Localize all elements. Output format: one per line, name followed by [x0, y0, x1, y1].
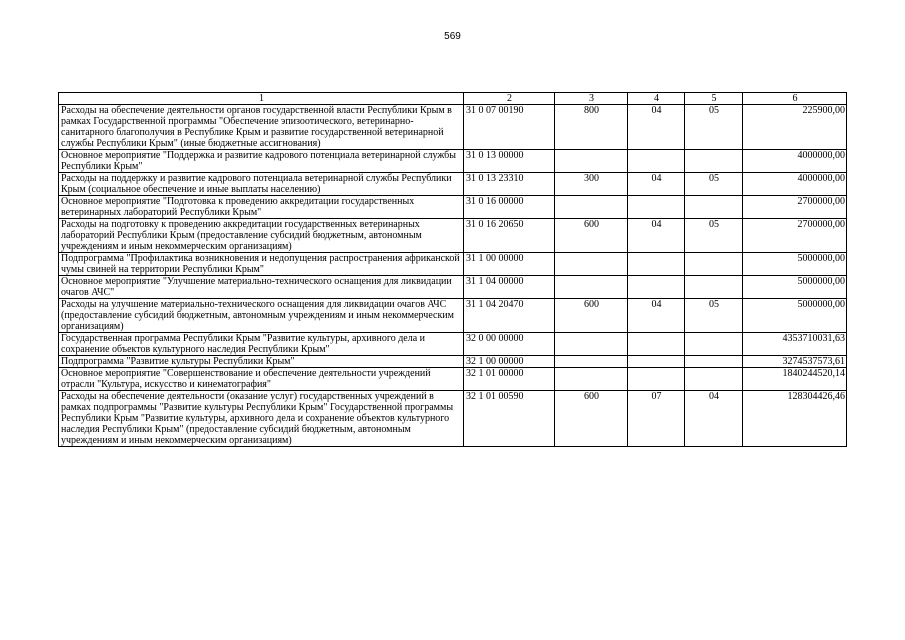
- row-code: 31 0 16 00000: [464, 196, 555, 219]
- row-rz: [628, 356, 685, 368]
- row-sum: 128304426,46: [743, 391, 847, 447]
- row-rz: [628, 196, 685, 219]
- row-sum: 1840244520,14: [743, 368, 847, 391]
- table-row: [59, 356, 847, 368]
- row-code: 32 1 00 00000: [464, 356, 555, 368]
- row-sum: 2700000,00: [743, 196, 847, 219]
- row-pr: [685, 150, 743, 173]
- row-vr: [555, 150, 628, 173]
- row-code: 31 1 04 00000: [464, 276, 555, 299]
- column-header: 1: [59, 93, 464, 105]
- row-pr: [685, 356, 743, 368]
- row-sum: 4000000,00: [743, 150, 847, 173]
- table-row: [59, 299, 847, 333]
- table-row: [59, 333, 847, 356]
- table-row: [59, 276, 847, 299]
- column-header: 2: [464, 93, 555, 105]
- row-sum: 5000000,00: [743, 299, 847, 333]
- column-header: 3: [555, 93, 628, 105]
- row-vr: 600: [555, 391, 628, 447]
- row-sum: 4353710031,63: [743, 333, 847, 356]
- row-rz: 04: [628, 299, 685, 333]
- row-name: Расходы на обеспечение деятельности (оказание услуг) государственных учреждений в рамках подпрограммы "Развитие культуры Республики Крым" Государственной программы Республики Крым "Развитие культуры, архивного дела и сохранение объектов культурного наследия Республики Крым" (предоставление субсидий бюджетным, автономным учреждениям и иным некоммерческим организациям): [59, 391, 464, 447]
- row-rz: 04: [628, 105, 685, 150]
- row-name: Основное мероприятие "Совершенствование и обеспечение деятельности учреждений отрасли "Культура, искусство и кинематография": [59, 368, 464, 391]
- row-code: 32 0 00 00000: [464, 333, 555, 356]
- row-rz: [628, 333, 685, 356]
- row-vr: [555, 368, 628, 391]
- row-rz: [628, 368, 685, 391]
- row-sum: 225900,00: [743, 105, 847, 150]
- row-pr: 04: [685, 391, 743, 447]
- row-vr: 600: [555, 219, 628, 253]
- row-vr: [555, 196, 628, 219]
- table-row: [59, 253, 847, 276]
- row-vr: 300: [555, 173, 628, 196]
- row-code: 31 0 16 20650: [464, 219, 555, 253]
- table-row: [59, 391, 847, 447]
- row-pr: [685, 253, 743, 276]
- row-pr: 05: [685, 219, 743, 253]
- row-name: Расходы на улучшение материально-технического оснащения для ликвидации очагов АЧС (предоставление субсидий бюджетным, автономным учреждениям и иным некоммерческим организациям): [59, 299, 464, 333]
- table-row: [59, 105, 847, 150]
- row-pr: 05: [685, 299, 743, 333]
- row-rz: 04: [628, 173, 685, 196]
- row-pr: 05: [685, 173, 743, 196]
- row-sum: 5000000,00: [743, 253, 847, 276]
- row-sum: 4000000,00: [743, 173, 847, 196]
- row-name: Расходы на поддержку и развитие кадрового потенциала ветеринарной службы Республики Крым (социальное обеспечение и иные выплаты населению): [59, 173, 464, 196]
- row-pr: [685, 368, 743, 391]
- row-pr: 05: [685, 105, 743, 150]
- row-rz: 04: [628, 219, 685, 253]
- row-name: Основное мероприятие "Поддержка и развитие кадрового потенциала ветеринарной службы Республики Крым": [59, 150, 464, 173]
- table-row: [59, 150, 847, 173]
- row-name: Расходы на подготовку к проведению аккредитации государственных ветеринарных лабораторий Республики Крым (предоставление субсидий бюджетным, автономным учреждениям и иным некоммерческим организациям): [59, 219, 464, 253]
- column-header: 6: [743, 93, 847, 105]
- column-header: 4: [628, 93, 685, 105]
- row-vr: [555, 356, 628, 368]
- table-header-row: [59, 93, 847, 105]
- row-name: Расходы на обеспечение деятельности органов государственной власти Республики Крым в рамках Государственной программы "Обеспечение эпизоотического, ветеринарно-санитарного благополучия в Республике Крым и развитие государственной ветеринарной службы Республики Крым" (иные бюджетные ассигнования): [59, 105, 464, 150]
- table-row: [59, 219, 847, 253]
- row-code: 32 1 01 00590: [464, 391, 555, 447]
- table-row: [59, 173, 847, 196]
- row-pr: [685, 196, 743, 219]
- row-rz: [628, 253, 685, 276]
- row-pr: [685, 276, 743, 299]
- row-rz: 07: [628, 391, 685, 447]
- row-vr: [555, 253, 628, 276]
- row-vr: [555, 276, 628, 299]
- row-code: 31 1 04 20470: [464, 299, 555, 333]
- row-name: Основное мероприятие "Улучшение материально-технического оснащения для ликвидации очагов АЧС": [59, 276, 464, 299]
- row-code: 31 0 13 00000: [464, 150, 555, 173]
- row-rz: [628, 276, 685, 299]
- row-rz: [628, 150, 685, 173]
- row-vr: 800: [555, 105, 628, 150]
- row-vr: 600: [555, 299, 628, 333]
- row-code: 31 0 07 00190: [464, 105, 555, 150]
- column-header: 5: [685, 93, 743, 105]
- row-name: Государственная программа Республики Крым "Развитие культуры, архивного дела и сохранение объектов культурного наследия Республики Крым": [59, 333, 464, 356]
- row-pr: [685, 333, 743, 356]
- row-sum: 3274537573,61: [743, 356, 847, 368]
- budget-table: [58, 92, 847, 447]
- table-row: [59, 368, 847, 391]
- table-row: [59, 196, 847, 219]
- page-number: 569: [444, 31, 461, 42]
- row-name: Основное мероприятие "Подготовка к проведению аккредитации государственных ветеринарных лабораторий Республики Крым": [59, 196, 464, 219]
- row-sum: 5000000,00: [743, 276, 847, 299]
- row-code: 31 1 00 00000: [464, 253, 555, 276]
- row-vr: [555, 333, 628, 356]
- row-code: 32 1 01 00000: [464, 368, 555, 391]
- row-name: Подпрограмма "Развитие культуры Республики Крым": [59, 356, 464, 368]
- row-name: Подпрограмма "Профилактика возникновения и недопущения распространения африканской чумы свиней на территории Республики Крым": [59, 253, 464, 276]
- row-code: 31 0 13 23310: [464, 173, 555, 196]
- row-sum: 2700000,00: [743, 219, 847, 253]
